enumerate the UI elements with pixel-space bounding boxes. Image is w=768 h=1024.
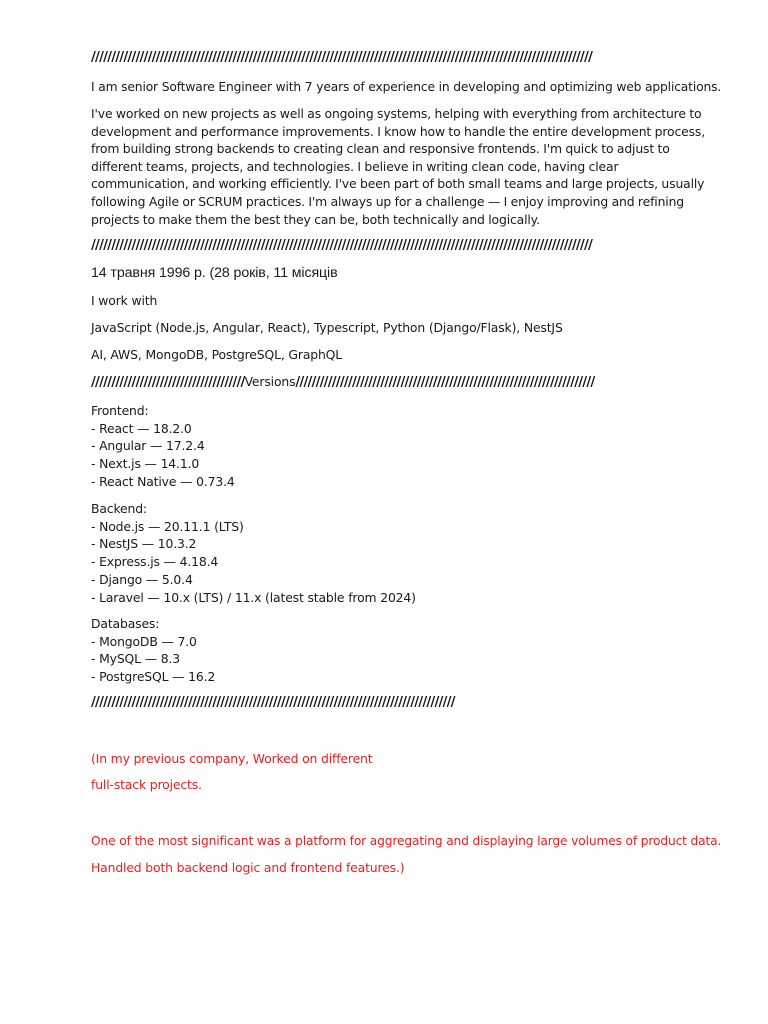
list-item: - Next.js — 14.1.0 bbox=[91, 456, 200, 472]
backend-title: Backend: bbox=[91, 501, 147, 516]
list-item: - NestJS — 10.3.2 bbox=[91, 536, 197, 552]
list-item: - Laravel — 10.x (LTS) / 11.x (latest stable from 2024) bbox=[91, 589, 416, 605]
list-item: - MySQL — 8.3 bbox=[91, 651, 180, 667]
list-item: - PostgreSQL — 16.2 bbox=[91, 669, 216, 685]
experience-line-4: Handled both backend logic and frontend features.) bbox=[91, 860, 405, 875]
versions-heading: Versions bbox=[244, 374, 296, 389]
divider-bottom: ////////////////////////////////////////////////////////////////////////////////////////// bbox=[91, 695, 455, 710]
divider-middle: //////////////////////////////////////////////////////////////////////////////////////////////////////////////////////////// bbox=[91, 238, 593, 253]
versions-divider bbox=[91, 374, 594, 390]
summary-paragraph: I've worked on new projects as well as ongoing systems, helping with everything from architecture to development and performance improvements. I know how to handle the entire development process, from building strong backends to creating clean and responsive frontends. I'm quick to adjust to different teams, projects, and technologies. I believe in writing clean code, having clear communication, and working efficiently. I've been part of both small teams and large projects, usually following Agile or SCRUM practices. I'm always up for a challenge — I enjoy improving and refining projects to make them the best they can be, both technically and logically. bbox=[91, 106, 705, 227]
list-item: - MongoDB — 7.0 bbox=[91, 633, 197, 649]
list-item: - Node.js — 20.11.1 (LTS) bbox=[91, 518, 244, 534]
tech-stack-line-2: AI, AWS, MongoDB, PostgreSQL, GraphQL bbox=[91, 347, 343, 362]
intro-line: I am senior Software Engineer with 7 years of experience in developing and optimizing web applications. bbox=[91, 79, 722, 94]
tech-stack-line-1: JavaScript (Node.js, Angular, React), Typescript, Python (Django/Flask), NestJS bbox=[91, 320, 563, 335]
list-item: - Angular — 17.2.4 bbox=[91, 438, 205, 454]
experience-line-1: (In my previous company, Worked on different bbox=[91, 751, 373, 766]
experience-line-3: One of the most significant was a platform for aggregating and displaying large volumes of product data. bbox=[91, 833, 722, 848]
frontend-title: Frontend: bbox=[91, 403, 149, 418]
backend-section bbox=[91, 500, 416, 606]
versions-divider-left: ////////////////////////////////////// bbox=[91, 375, 245, 390]
list-item: - Django — 5.0.4 bbox=[91, 571, 193, 587]
experience-line-2: full-stack projects. bbox=[91, 777, 202, 792]
list-item: - Express.js — 4.18.4 bbox=[91, 554, 219, 570]
list-item: - React Native — 0.73.4 bbox=[91, 473, 235, 489]
versions-divider-right: ////////////////////////////////////////////////////////////////////////// bbox=[295, 375, 595, 390]
databases-section bbox=[91, 615, 215, 686]
list-item: - React — 18.2.0 bbox=[91, 420, 192, 436]
frontend-section bbox=[91, 402, 235, 491]
databases-title: Databases: bbox=[91, 616, 160, 631]
birth-date: 14 травня 1996 р. (28 років, 11 місяців bbox=[91, 265, 338, 281]
divider-top: //////////////////////////////////////////////////////////////////////////////////////////////////////////////////////////// bbox=[91, 50, 593, 65]
work-with-label: I work with bbox=[91, 293, 158, 308]
